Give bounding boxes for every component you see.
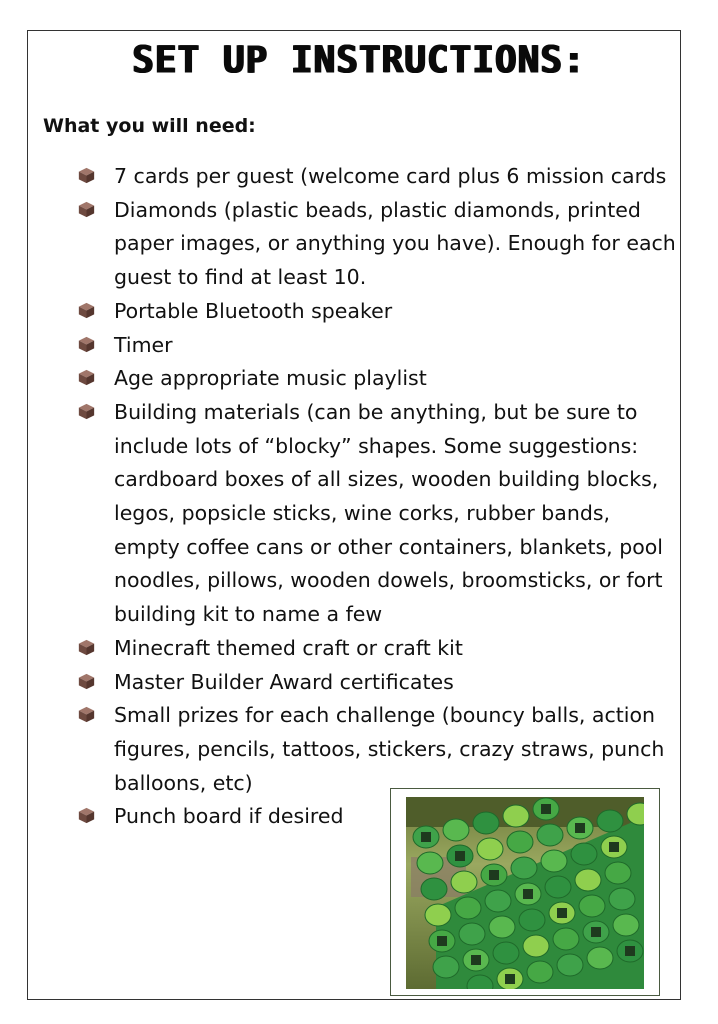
brown-block-icon [78,201,95,218]
brown-block-icon [78,706,95,723]
list-item-text: Building materials (can be anything, but be sure to include lots of “blocky” shapes. Some suggestions: cardboard boxes of all sizes, wooden building blocks, legos, popsicle sticks, wine corks, rubber bands, empty coffee cans or other containers, blankets, pool noodles, pillows, wooden dowels, broomsticks, or fort building kit to name a few [114,399,664,627]
list-item-text: Portable Bluetooth speaker [114,298,393,323]
list-item [78,194,678,295]
brown-block-icon [78,369,95,386]
list-item-text: Age appropriate music playlist [114,366,427,391]
supplies-list [78,160,678,834]
brown-block-icon [78,403,95,420]
list-item-text: Master Builder Award certificates [114,669,454,694]
punch-board-photo-frame [390,788,660,996]
list-item-text: Minecraft themed craft or craft kit [114,635,463,660]
list-item-text: Punch board if desired [114,804,344,829]
brown-block-icon [78,807,95,824]
brown-block-icon [78,336,95,353]
brown-block-icon [78,302,95,319]
list-item [78,329,678,363]
brown-block-icon [78,673,95,690]
list-item-text: Diamonds (plastic beads, plastic diamonds, printed paper images, or anything you have). Enough for each guest to find at least 10. [114,197,676,290]
list-item-text: 7 cards per guest (welcome card plus 6 mission cards [114,164,667,188]
brown-block-icon [78,167,95,184]
brown-block-icon [78,639,95,656]
list-item [78,160,678,194]
list-item-text: Small prizes for each challenge (bouncy balls, action figures, pencils, tattoos, stickers, crazy straws, punch balloons, etc) [114,703,665,795]
list-item [78,396,678,632]
punch-board-photo [406,797,644,989]
list-item [78,699,678,800]
list-item [78,666,678,700]
needs-heading: What you will need: [43,115,256,137]
list-item [78,632,678,666]
list-item [78,295,678,329]
list-item [78,362,678,396]
page-title: SET UP INSTRUCTIONS: [132,38,586,83]
list-item-text: Timer [114,332,173,357]
